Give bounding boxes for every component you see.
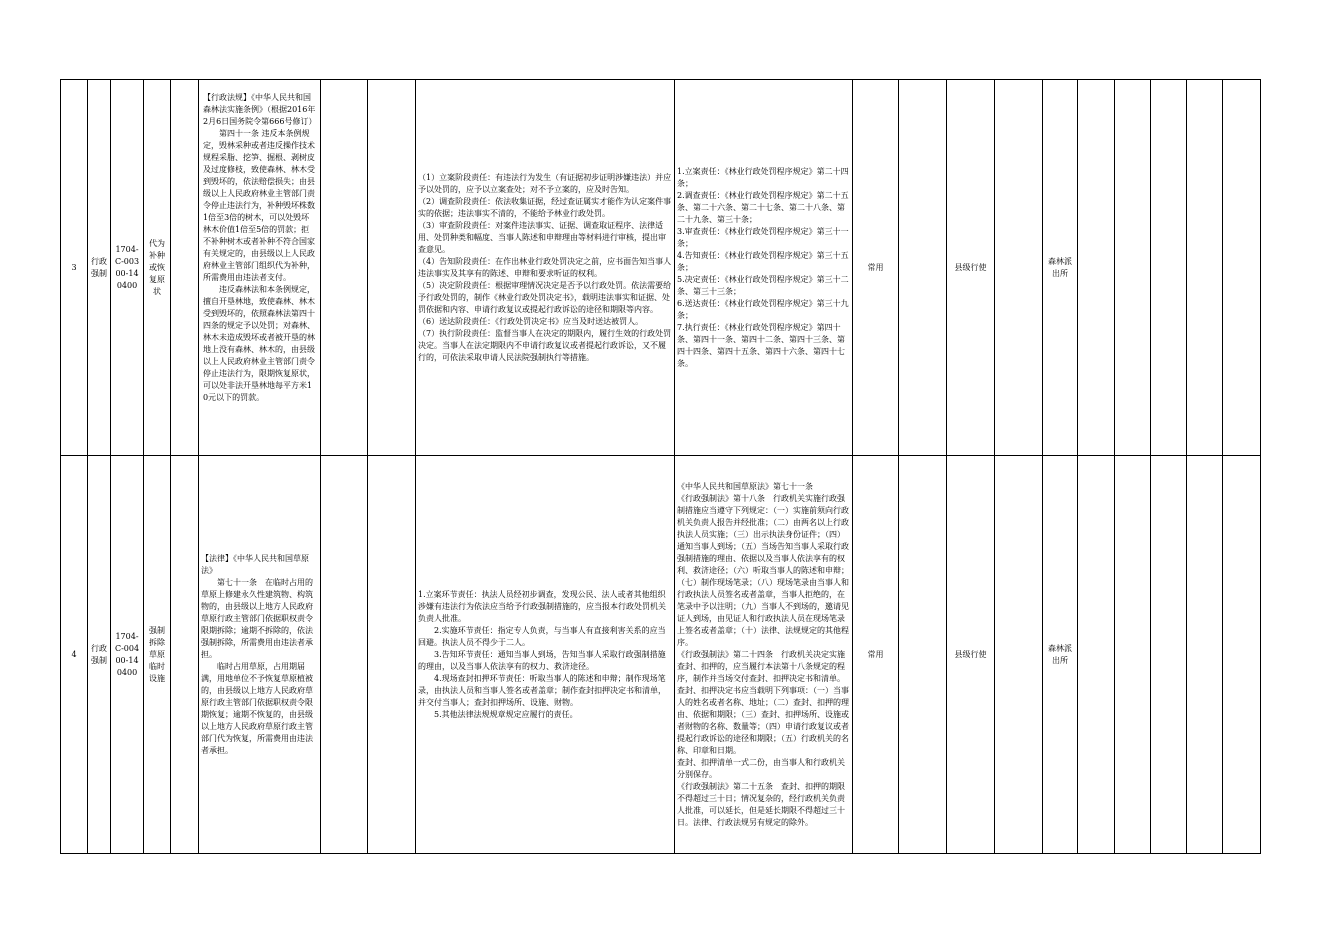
usage-frequency: 常用 xyxy=(853,456,899,854)
empty-cell xyxy=(1151,80,1187,456)
empty-cell xyxy=(368,80,416,456)
row-number: 3 xyxy=(61,80,88,456)
duty-item: （7）执行阶段责任：监督当事人在决定的期限内，履行生效的行政处罚决定。当事人在法定期限内不申请行政复议或者提起行政诉讼，又不履行的，可依法采取申请人民法院强制执行等措施。 xyxy=(418,328,672,362)
legal-basis-article: 临时占用草原，占用期届满，用地单位不予恢复草原植被的，由县级以上地方人民政府草原行政主管部门依据职权责令限期恢复；逾期不恢复的，由县级以上地方人民政府草原行政主管部门代为恢复，所需费用由违法者承担。 xyxy=(201,661,313,755)
power-code: 1704-C-00300-140400 xyxy=(111,80,144,456)
power-type: 行政强制 xyxy=(88,456,111,854)
usage-frequency: 常用 xyxy=(853,80,899,456)
legal-basis-article: 第四十一条 违反本条例规定，毁林采种或者违反操作技术规程采脂、挖笋、掘根、剥树皮及过度修枝，致使森林、林木受到毁坏的，依法赔偿损失；由县级以上人民政府林业主管部门责令停止违法行为，补种毁坏株数1倍至3倍的树木，可以处毁坏林木价值1倍至5倍的罚款；拒不补种树木或者补种不符合国家有关规定的，由县级以上人民政府林业主管部门组织代为补种，所需费用由违法者支付。 xyxy=(203,129,315,282)
power-type: 行政强制 xyxy=(88,80,111,456)
duty-item: （2）调查阶段责任：依法收集证据，经过查证属实才能作为认定案件事实的依据；违法事实不清的，不能给予林业行政处罚。 xyxy=(418,196,672,218)
legal-basis-title: 【法律】《中华人民共和国草原法》 xyxy=(201,553,309,575)
duty-item: （1）立案阶段责任：有违法行为发生（有证据初步证明涉嫌违法）并应予以处罚的，应予以立案查处；对不予立案的，应及时告知。 xyxy=(418,172,672,194)
empty-cell xyxy=(321,456,368,854)
duty-item: 2.实施环节责任：指定专人负责，与当事人有直接利害关系的应当回避。执法人员不得少于二人。 xyxy=(418,625,666,647)
exercise-level: 县级行使 xyxy=(947,80,995,456)
legal-basis xyxy=(199,80,321,456)
empty-cell xyxy=(899,80,947,456)
duty-basis-item: 《中华人民共和国草原法》第七十一条 xyxy=(677,481,813,491)
empty-cell xyxy=(1223,456,1261,854)
exercise-level: 县级行使 xyxy=(947,456,995,854)
duty-basis-item: 5.决定责任：《林业行政处罚程序规定》第三十二条、第三十三条； xyxy=(677,274,849,296)
duty-basis-item: 查封、扣押决定书应当载明下列事项：（一）当事人的姓名或者名称、地址；（二）查封、扣押的理由、依据和期限；（三）查封、扣押场所、设施或者财物的名称、数量等；（四）申请行政复议或者提起行政诉讼的途径和期限；（五）行政机关的名称、印章和日期。 xyxy=(677,685,849,755)
duty-basis-item: 《行政强制法》第二十五条 查封、扣押的期限不得超过三十日；情况复杂的，经行政机关负责人批准，可以延长，但是延长期限不得超过三十日。法律、行政法规另有规定的除外。 xyxy=(677,781,845,827)
legal-basis-article: 违反森林法和本条例规定，擅自开垦林地，致使森林、林木受到毁坏的，依照森林法第四十四条的规定予以处罚；对森林、林木未造成毁坏或者被开垦的林地上没有森林、林木的，由县级以上人民政府林业主管部门责令停止违法行为，限期恢复原状，可以处非法开垦林地每平方米10元以下的罚款。 xyxy=(203,285,315,402)
department: 森林派出所 xyxy=(1043,80,1078,456)
duty-item: 1.立案环节责任：执法人员经初步调查，发现公民、法人或者其他组织涉嫌有违法行为依法应当给予行政强制措施的，应当报本行政处罚机关负责人批准。 xyxy=(418,589,666,623)
duty-item: （5）决定阶段责任：根据审理情况决定是否予以行政处罚。依法需要给予行政处罚的，制作《林业行政处罚决定书》，载明违法事实和证据、处罚依据和内容、申请行政复议或提起行政诉讼的途径和期限等内容。 xyxy=(418,280,672,314)
legal-basis-article: 第七十一条 在临时占用的草原上修建永久性建筑物、构筑物的，由县级以上地方人民政府草原行政主管部门依据职权责令限期拆除；逾期不拆除的，依法强制拆除，所需费用由违法者承担。 xyxy=(201,577,313,659)
duty-basis-item: 3.审查责任：《林业行政处罚程序规定》第三十一条； xyxy=(677,226,849,248)
empty-cell xyxy=(1078,456,1115,854)
power-list-table xyxy=(60,79,1261,854)
empty-cell xyxy=(1187,456,1223,854)
power-name: 强制拆除草原临时设施 xyxy=(144,456,171,854)
empty-cell xyxy=(321,80,368,456)
legal-basis-title: 【行政法规】《中华人民共和国森林法实施条例》（根据2016年2月6日国务院令第666号修订） xyxy=(203,93,317,126)
duty-basis-item: 查封、扣押清单一式二份，由当事人和行政机关分别保存。 xyxy=(677,757,845,779)
empty-cell xyxy=(1078,80,1115,456)
duty-basis-item: 4.告知责任：《林业行政处罚程序规定》第三十五条； xyxy=(677,250,849,272)
duty-basis-item: 《行政强制法》第十八条 行政机关实施行政强制措施应当遵守下列规定：（一）实施前须向行政机关负责人报告并经批准；（二）由两名以上行政执法人员实施；（三）出示执法身份证件；（四）通知当事人到场；（五）当场告知当事人采取行政强制措施的理由、依据以及当事人依法享有的权利、救济途径；（六）听取当事人的陈述和申辩；（七）制作现场笔录；（八）现场笔录由当事人和行政执法人员签名或者盖章，当事人拒绝的，在笔录中予以注明；（九）当事人不到场的，邀请见证人到场，由见证人和行政执法人员在现场笔录上签名或者盖章；（十）法律、法规规定的其他程序。 xyxy=(677,493,849,647)
duty-item: （4）告知阶段责任：在作出林业行政处罚决定之前，应书面告知当事人违法事实及其享有的陈述、申辩和要求听证的权利。 xyxy=(418,256,672,278)
empty-cell xyxy=(368,456,416,854)
duty-item: 3.告知环节责任：通知当事人到场，告知当事人采取行政强制措施的理由，以及当事人依法享有的权力、救济途径。 xyxy=(418,649,666,671)
duty-item: （6）送达阶段责任：《行政处罚决定书》应当及时送达被罚人。 xyxy=(418,316,644,326)
department: 森林派出所 xyxy=(1043,456,1078,854)
duty-basis xyxy=(675,80,853,456)
empty-cell xyxy=(1151,456,1187,854)
duty-content xyxy=(416,456,675,854)
duty-item: （3）审查阶段责任：对案件违法事实、证据、调查取证程序、法律适用、处罚种类和幅度、当事人陈述和申辩理由等材料进行审核，提出审查意见。 xyxy=(418,220,666,254)
empty-cell xyxy=(171,80,199,456)
empty-cell xyxy=(995,456,1043,854)
duty-basis-item: 1.立案责任：《林业行政处罚程序规定》第二十四条； xyxy=(677,166,849,188)
duty-basis-item: 2.调查责任：《林业行政处罚程序规定》第二十五条、第二十六条、第二十七条、第二十八条、第二十九条、第三十条； xyxy=(677,190,849,224)
power-name: 代为补种或恢复原状 xyxy=(144,80,171,456)
empty-cell xyxy=(995,80,1043,456)
duty-basis-item: 7.执行责任：《林业行政处罚程序规定》第四十条、第四十一条、第四十二条、第四十三条、第四十四条、第四十五条、第四十六条、第四十七条。 xyxy=(677,322,845,368)
duty-content xyxy=(416,80,675,456)
duty-basis-item: 《行政强制法》第二十四条 行政机关决定实施查封、扣押的，应当履行本法第十八条规定的程序，制作并当场交付查封、扣押决定书和清单。 xyxy=(677,649,845,683)
empty-cell xyxy=(899,456,947,854)
duty-item: 5.其他法律法规规章规定应履行的责任。 xyxy=(434,709,578,719)
empty-cell xyxy=(1223,80,1261,456)
duty-basis-item: 6.送达责任：《林业行政处罚程序规定》第三十九条； xyxy=(677,298,849,320)
table-row xyxy=(61,80,1261,456)
table-row xyxy=(61,456,1261,854)
empty-cell xyxy=(171,456,199,854)
legal-basis xyxy=(199,456,321,854)
power-code: 1704-C-00400-140400 xyxy=(111,456,144,854)
row-number: 4 xyxy=(61,456,88,854)
empty-cell xyxy=(1187,80,1223,456)
empty-cell xyxy=(1115,456,1151,854)
duty-item: 4.现场查封扣押环节责任：听取当事人的陈述和申辩；制作现场笔录，由执法人员和当事人签名或者盖章；制作查封扣押决定书和清单，并交付当事人；查封扣押场所、设施、财物。 xyxy=(418,673,666,707)
empty-cell xyxy=(1115,80,1151,456)
duty-basis xyxy=(675,456,853,854)
